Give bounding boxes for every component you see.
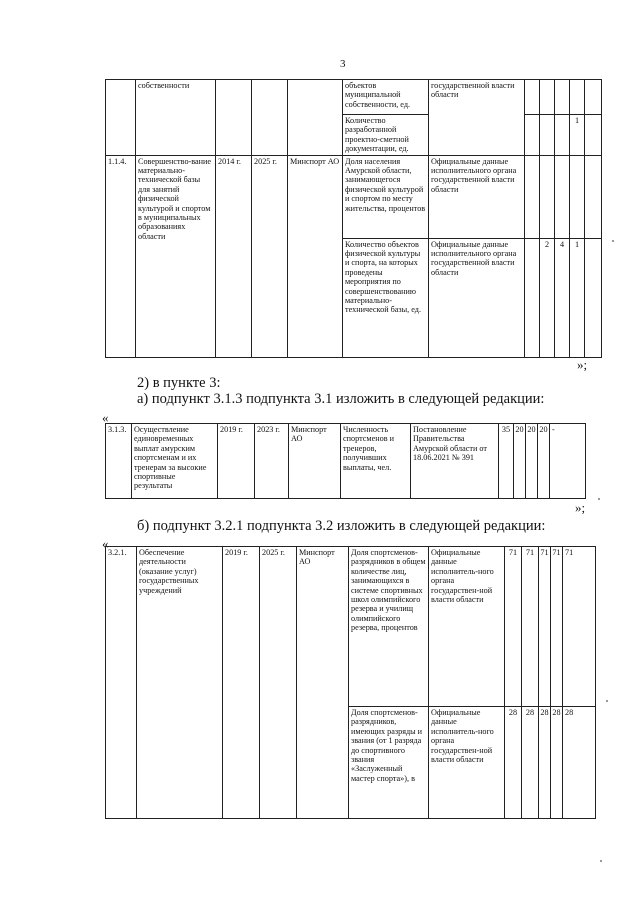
closing-quote: »; [575, 500, 586, 515]
indicator-name: Численность спортсменов и тренеров, получивших выплаты, чел. [341, 424, 411, 499]
value-cell: 1 [570, 238, 585, 357]
value-cell: 28 [563, 707, 596, 819]
scan-speck [606, 700, 608, 702]
start-year: 2014 г. [216, 155, 252, 357]
row-number: 3.2.1. [106, 547, 137, 819]
indicator-name: Количество объектов физической культуры и спорта, на которых проведены мероприятия по совершенствованию материально-технической базы, ед. [343, 238, 429, 357]
data-source: Официальные данные исполнитель-ного органа государствен-ной власти области [429, 547, 505, 707]
value-cell [570, 80, 585, 115]
value-cell: 28 [522, 707, 539, 819]
value-cell: 71 [551, 547, 563, 707]
value-cell: 4 [555, 238, 570, 357]
value-cell: 71 [539, 547, 551, 707]
value-cell [585, 238, 602, 357]
value-cell [570, 155, 585, 238]
data-source: государственной власти области [429, 80, 525, 156]
item-2-text: 2) в пункте 3: [137, 375, 221, 391]
opening-quote: « [102, 410, 109, 425]
end-year [252, 80, 288, 156]
value-cell: 35 [499, 424, 514, 499]
data-source: Официальные данные исполнитель-ного органа государствен-ной власти области [429, 707, 505, 819]
value-cell: 20 [526, 424, 538, 499]
value-cell: 71 [563, 547, 596, 707]
end-year: 2025 г. [252, 155, 288, 357]
data-source: Постановление Правительства Амурской области от 18.06.2021 № 391 [411, 424, 499, 499]
value-cell: 28 [505, 707, 522, 819]
value-cell: 20 [514, 424, 526, 499]
value-cell [585, 155, 602, 238]
start-year [216, 80, 252, 156]
value-cell [585, 80, 602, 115]
data-source: Официальные данные исполнительного органа государственной власти области [429, 155, 525, 238]
executor: Минспорт АО [288, 155, 343, 357]
row-number: 1.1.4. [106, 155, 136, 357]
value-cell [555, 155, 570, 238]
activity-name: Осуществление единовременных выплат амурским спортсменам и их тренерам за высокие спортивные результаты [132, 424, 218, 499]
opening-quote: « [102, 536, 109, 551]
row-number: 3.1.3. [106, 424, 132, 499]
scan-speck [600, 860, 602, 862]
program-table-3 [105, 546, 596, 819]
value-cell [540, 115, 555, 156]
closing-quote: »; [577, 357, 588, 372]
executor: Минспорт АО [297, 547, 349, 819]
activity-name: собственности [136, 80, 216, 156]
indicator-name: Доля спортсменов-разрядников, имеющих разряды и звания (от 1 разряда до спортивного звания «Заслуженный мастер спорта»), в [349, 707, 429, 819]
value-cell [555, 80, 570, 115]
page-number: 3 [340, 58, 346, 70]
value-cell [525, 80, 540, 115]
value-cell: - [550, 424, 586, 499]
end-year: 2023 г. [255, 424, 289, 499]
value-cell: 20 [538, 424, 550, 499]
program-table-2 [105, 423, 586, 499]
value-cell [525, 238, 540, 357]
executor [288, 80, 343, 156]
subitem-b-text: б) подпункт 3.2.1 подпункта 3.2 изложить в следующей редакции: [137, 518, 546, 534]
value-cell [525, 115, 540, 156]
executor: Минспорт АО [289, 424, 341, 499]
value-cell: 2 [540, 238, 555, 357]
program-table-1 [105, 79, 602, 358]
indicator-name: Доля спортсменов-разрядников в общем количестве лиц, занимающихся в системе спортивных школ олимпийского резерва и училищ олимпийского резерва, процентов [349, 547, 429, 707]
indicator-name: объектов муниципальной собственности, ед. [343, 80, 429, 115]
activity-name: Обеспечение деятельности (оказание услуг) государственных учреждений [137, 547, 223, 819]
row-number [106, 80, 136, 156]
scan-speck [598, 498, 600, 500]
end-year: 2025 г. [260, 547, 297, 819]
value-cell [540, 155, 555, 238]
value-cell: 1 [570, 115, 585, 156]
indicator-name: Количество разработанной проектно-сметной документации, ед. [343, 115, 429, 156]
value-cell [585, 115, 602, 156]
value-cell: 28 [539, 707, 551, 819]
data-source: Официальные данные исполнительного органа государственной власти области [429, 238, 525, 357]
start-year: 2019 г. [223, 547, 260, 819]
subitem-a-text: а) подпункт 3.1.3 подпункта 3.1 изложить в следующей редакции: [137, 391, 545, 407]
value-cell: 28 [551, 707, 563, 819]
value-cell [555, 115, 570, 156]
scan-speck [612, 240, 614, 242]
indicator-name: Доля населения Амурской области, занимающегося физической культурой и спортом по месту жительства, процентов [343, 155, 429, 238]
activity-name: Совершенство-вание материально-технической базы для занятий физической культурой и спортом в муниципальных образованиях области [136, 155, 216, 357]
value-cell: 71 [522, 547, 539, 707]
value-cell [525, 155, 540, 238]
value-cell [540, 80, 555, 115]
value-cell: 71 [505, 547, 522, 707]
start-year: 2019 г. [218, 424, 255, 499]
